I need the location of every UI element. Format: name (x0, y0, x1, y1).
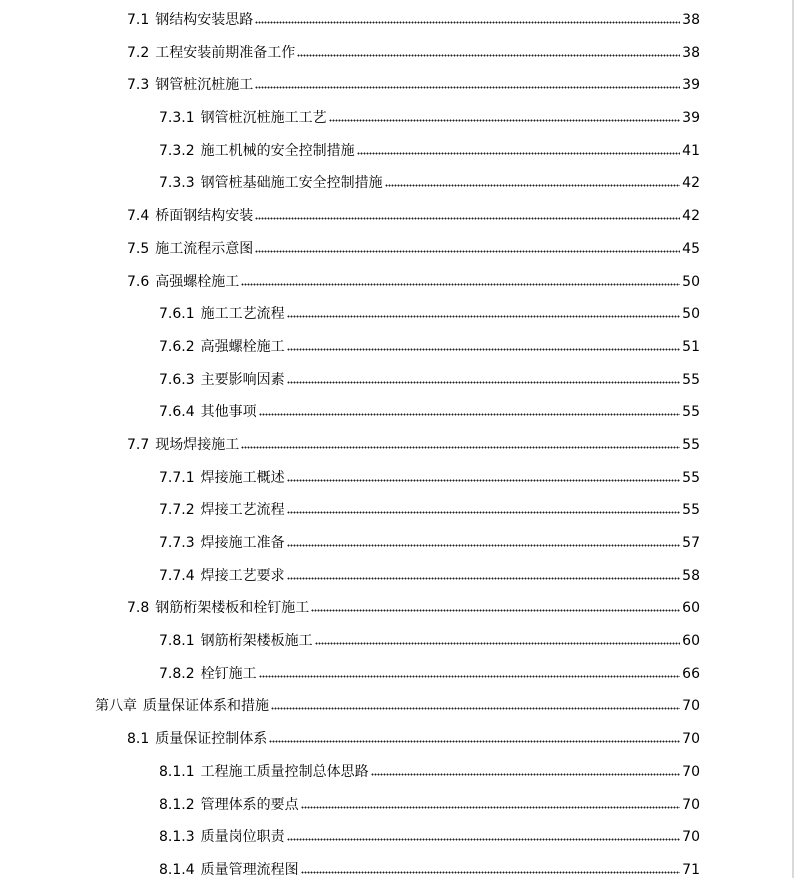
toc-entry-number: 7.2 (127, 44, 150, 61)
toc-entry-number: 7.6.3 (159, 371, 195, 388)
toc-entry-page-number: 41 (682, 142, 700, 159)
toc-entry-line (159, 534, 700, 552)
dot-leader (301, 861, 681, 874)
toc-entry-line (127, 207, 700, 225)
toc-entry-line (159, 174, 700, 192)
toc-entry-line (127, 599, 700, 617)
toc-entry-title: 钢结构安装思路 (155, 12, 254, 28)
toc-entry[interactable] (0, 820, 794, 853)
toc-entry-title: 现场焊接施工 (155, 436, 240, 453)
toc-entry-number: 7.8.1 (159, 633, 195, 650)
toc-entry-page-number: 70 (682, 731, 700, 748)
dot-leader (301, 796, 681, 809)
dot-leader (241, 273, 680, 286)
toc-entry-page-number: 55 (682, 371, 700, 388)
toc-entry-number: 7.7.3 (159, 535, 195, 551)
toc-entry[interactable] (0, 36, 794, 69)
toc-entry-page-number: 60 (682, 600, 700, 617)
toc-entry-number: 8.1.1 (159, 763, 195, 780)
toc-entry-title: 钢管桩基础施工安全控制措施 (200, 175, 383, 192)
toc-entry[interactable] (0, 428, 794, 461)
toc-entry-line (127, 436, 700, 454)
dot-leader (371, 763, 681, 776)
dot-leader (315, 632, 681, 645)
toc-entry[interactable] (0, 363, 794, 396)
dot-leader (385, 174, 681, 187)
toc-entry-line (127, 240, 700, 258)
toc-entry[interactable] (0, 493, 794, 526)
toc-entry-title: 质量岗位职责 (200, 829, 285, 846)
toc-entry-page-number: 55 (682, 436, 700, 453)
toc-entry-title: 工程施工质量控制总体思路 (200, 763, 369, 780)
dot-leader (269, 730, 680, 743)
toc-entry[interactable] (0, 232, 794, 265)
dot-leader (287, 567, 681, 580)
toc-entry-number: 7.7 (127, 436, 150, 453)
dot-leader (287, 501, 681, 514)
toc-entry[interactable] (0, 3, 794, 36)
toc-entry-line (159, 305, 700, 323)
toc-entry-number: 7.3 (127, 77, 150, 94)
toc-entry-page-number: 60 (682, 633, 700, 650)
toc-entry-line (159, 828, 700, 846)
toc-entry-line (127, 44, 700, 62)
toc-entry-line (127, 11, 700, 29)
toc-entry-line (159, 142, 700, 160)
toc-entry-page-number: 70 (682, 796, 700, 813)
toc-entry[interactable] (0, 330, 794, 363)
dot-leader (271, 697, 680, 710)
toc-entry-page-number: 51 (682, 338, 700, 355)
toc-entry-page-number: 70 (682, 698, 700, 715)
toc-entry-page-number: 55 (682, 502, 700, 519)
toc-entry-number: 7.3.1 (159, 110, 195, 127)
dot-leader (287, 371, 681, 384)
dot-leader (241, 436, 680, 449)
toc-entry-page-number: 70 (682, 763, 700, 780)
dot-leader (357, 142, 681, 155)
toc-entry-number: 8.1.2 (159, 796, 195, 813)
toc-entry-title: 高强螺栓施工 (155, 273, 240, 290)
dot-leader (297, 44, 680, 57)
toc-entry-page-number: 55 (682, 404, 700, 421)
toc-entry[interactable] (0, 624, 794, 657)
toc-entry-line (95, 697, 700, 715)
dot-leader (255, 207, 680, 220)
toc-entry-number: 第八章 (95, 698, 137, 715)
dot-leader (259, 665, 681, 678)
toc-entry-line (159, 796, 700, 814)
toc-entry-line (127, 273, 700, 291)
toc-entry-title: 施工流程示意图 (155, 240, 254, 257)
toc-entry-title: 栓钉施工 (200, 665, 257, 682)
toc-entry-number: 8.1.3 (159, 829, 195, 846)
toc-entry[interactable] (0, 265, 794, 298)
toc-entry-page-number: 71 (682, 861, 700, 878)
dot-leader (287, 828, 681, 841)
toc-entry-line (159, 469, 700, 487)
toc-entry-title: 质量管理流程图 (200, 861, 299, 878)
toc-entry[interactable] (0, 591, 794, 624)
toc-entry[interactable] (0, 199, 794, 232)
toc-entry-page-number: 38 (682, 12, 700, 28)
toc-entry-title: 钢筋桁架楼板施工 (200, 633, 313, 650)
toc-entry-title: 施工工艺流程 (200, 306, 285, 323)
toc-entry-line (159, 338, 700, 356)
toc-entry-line (159, 665, 700, 683)
toc-entry-title: 其他事项 (200, 404, 257, 421)
toc-entry-page-number: 66 (682, 665, 700, 682)
toc-entry-title: 工程安装前期准备工作 (155, 44, 296, 61)
toc-entry-page-number: 57 (682, 535, 700, 551)
toc-entry-number: 7.3.3 (159, 175, 195, 192)
toc-entry[interactable] (0, 166, 794, 199)
dot-leader (287, 469, 681, 482)
toc-entry[interactable] (0, 722, 794, 755)
toc-entry-line (159, 861, 700, 879)
toc-entry-line (127, 730, 700, 748)
toc-entry[interactable] (0, 559, 794, 592)
dot-leader (255, 76, 680, 89)
toc-entry-title: 质量保证控制体系 (155, 731, 268, 748)
toc-entry-line (159, 501, 700, 519)
dot-leader (311, 599, 680, 612)
toc-entry-title: 高强螺栓施工 (200, 338, 285, 355)
toc-entry-number: 8.1.4 (159, 861, 195, 878)
toc-entry-page-number: 58 (682, 567, 700, 584)
dot-leader (287, 305, 681, 318)
toc-entry[interactable] (0, 788, 794, 821)
toc-entry-title: 质量保证体系和措施 (143, 698, 269, 715)
toc-entry-number: 7.7.4 (159, 567, 195, 584)
toc-entry-number: 7.6.2 (159, 338, 195, 355)
toc-entry-line (159, 109, 700, 127)
toc-chapter-entry[interactable] (0, 689, 794, 722)
toc-entry-line (159, 567, 700, 585)
toc-entry-page-number: 50 (682, 273, 700, 290)
toc-entry-number: 7.6 (127, 273, 150, 290)
toc-entry[interactable] (0, 526, 794, 559)
toc-entry[interactable] (0, 297, 794, 330)
toc-entry-title: 主要影响因素 (200, 371, 285, 388)
toc-entry[interactable] (0, 853, 794, 886)
toc-entry-title: 焊接工艺流程 (200, 502, 285, 519)
toc-entry-page-number: 39 (682, 77, 700, 94)
dot-leader (255, 240, 680, 253)
toc-entry-page-number: 45 (682, 240, 700, 257)
toc-entry-page-number: 50 (682, 306, 700, 323)
toc-entry[interactable] (0, 134, 794, 167)
toc-entry-number: 7.7.2 (159, 502, 195, 519)
toc-entry-line (127, 76, 700, 94)
toc-entry-number: 7.6.4 (159, 404, 195, 421)
toc-entry-line (159, 371, 700, 389)
toc-entry-title: 焊接施工概述 (200, 469, 285, 486)
toc-entry[interactable] (0, 395, 794, 428)
toc-entry-line (159, 763, 700, 781)
toc-entry[interactable] (0, 657, 794, 690)
toc-entry[interactable] (0, 68, 794, 101)
dot-leader (255, 11, 680, 24)
toc-entry-page-number: 70 (682, 829, 700, 846)
dot-leader (329, 109, 681, 122)
toc-entry-line (159, 632, 700, 650)
toc-entry-number: 7.6.1 (159, 306, 195, 323)
toc-entry-page-number: 39 (682, 110, 700, 127)
toc-entry-title: 管理体系的要点 (200, 796, 299, 813)
toc-entry-number: 7.8 (127, 600, 150, 617)
toc-entry-line (159, 403, 700, 421)
toc-entry-title: 焊接施工准备 (200, 535, 285, 551)
toc-entry-title: 施工机械的安全控制措施 (200, 142, 355, 159)
toc-entry-page-number: 42 (682, 175, 700, 192)
toc-entry-number: 7.1 (127, 12, 150, 28)
toc-entry[interactable] (0, 101, 794, 134)
toc-entry-title: 钢筋桁架楼板和栓钉施工 (155, 600, 310, 617)
toc-entry-page-number: 42 (682, 208, 700, 225)
toc-entry-number: 7.4 (127, 208, 150, 225)
toc-entry-number: 8.1 (127, 731, 150, 748)
toc-entry-number: 7.5 (127, 240, 150, 257)
toc-entry-number: 7.3.2 (159, 142, 195, 159)
dot-leader (287, 534, 681, 547)
toc-entry[interactable] (0, 755, 794, 788)
toc-entry[interactable] (0, 461, 794, 494)
toc-entry-title: 钢管桩沉桩施工 (155, 77, 254, 94)
toc-entry-number: 7.7.1 (159, 469, 195, 486)
toc-entry-title: 焊接工艺要求 (200, 567, 285, 584)
table-of-contents (0, 3, 794, 886)
dot-leader (259, 403, 681, 416)
toc-entry-page-number: 55 (682, 469, 700, 486)
toc-entry-title: 桥面钢结构安装 (155, 208, 254, 225)
toc-entry-title: 钢管桩沉桩施工工艺 (200, 110, 327, 127)
toc-entry-page-number: 38 (682, 44, 700, 61)
dot-leader (287, 338, 681, 351)
toc-entry-number: 7.8.2 (159, 665, 195, 682)
